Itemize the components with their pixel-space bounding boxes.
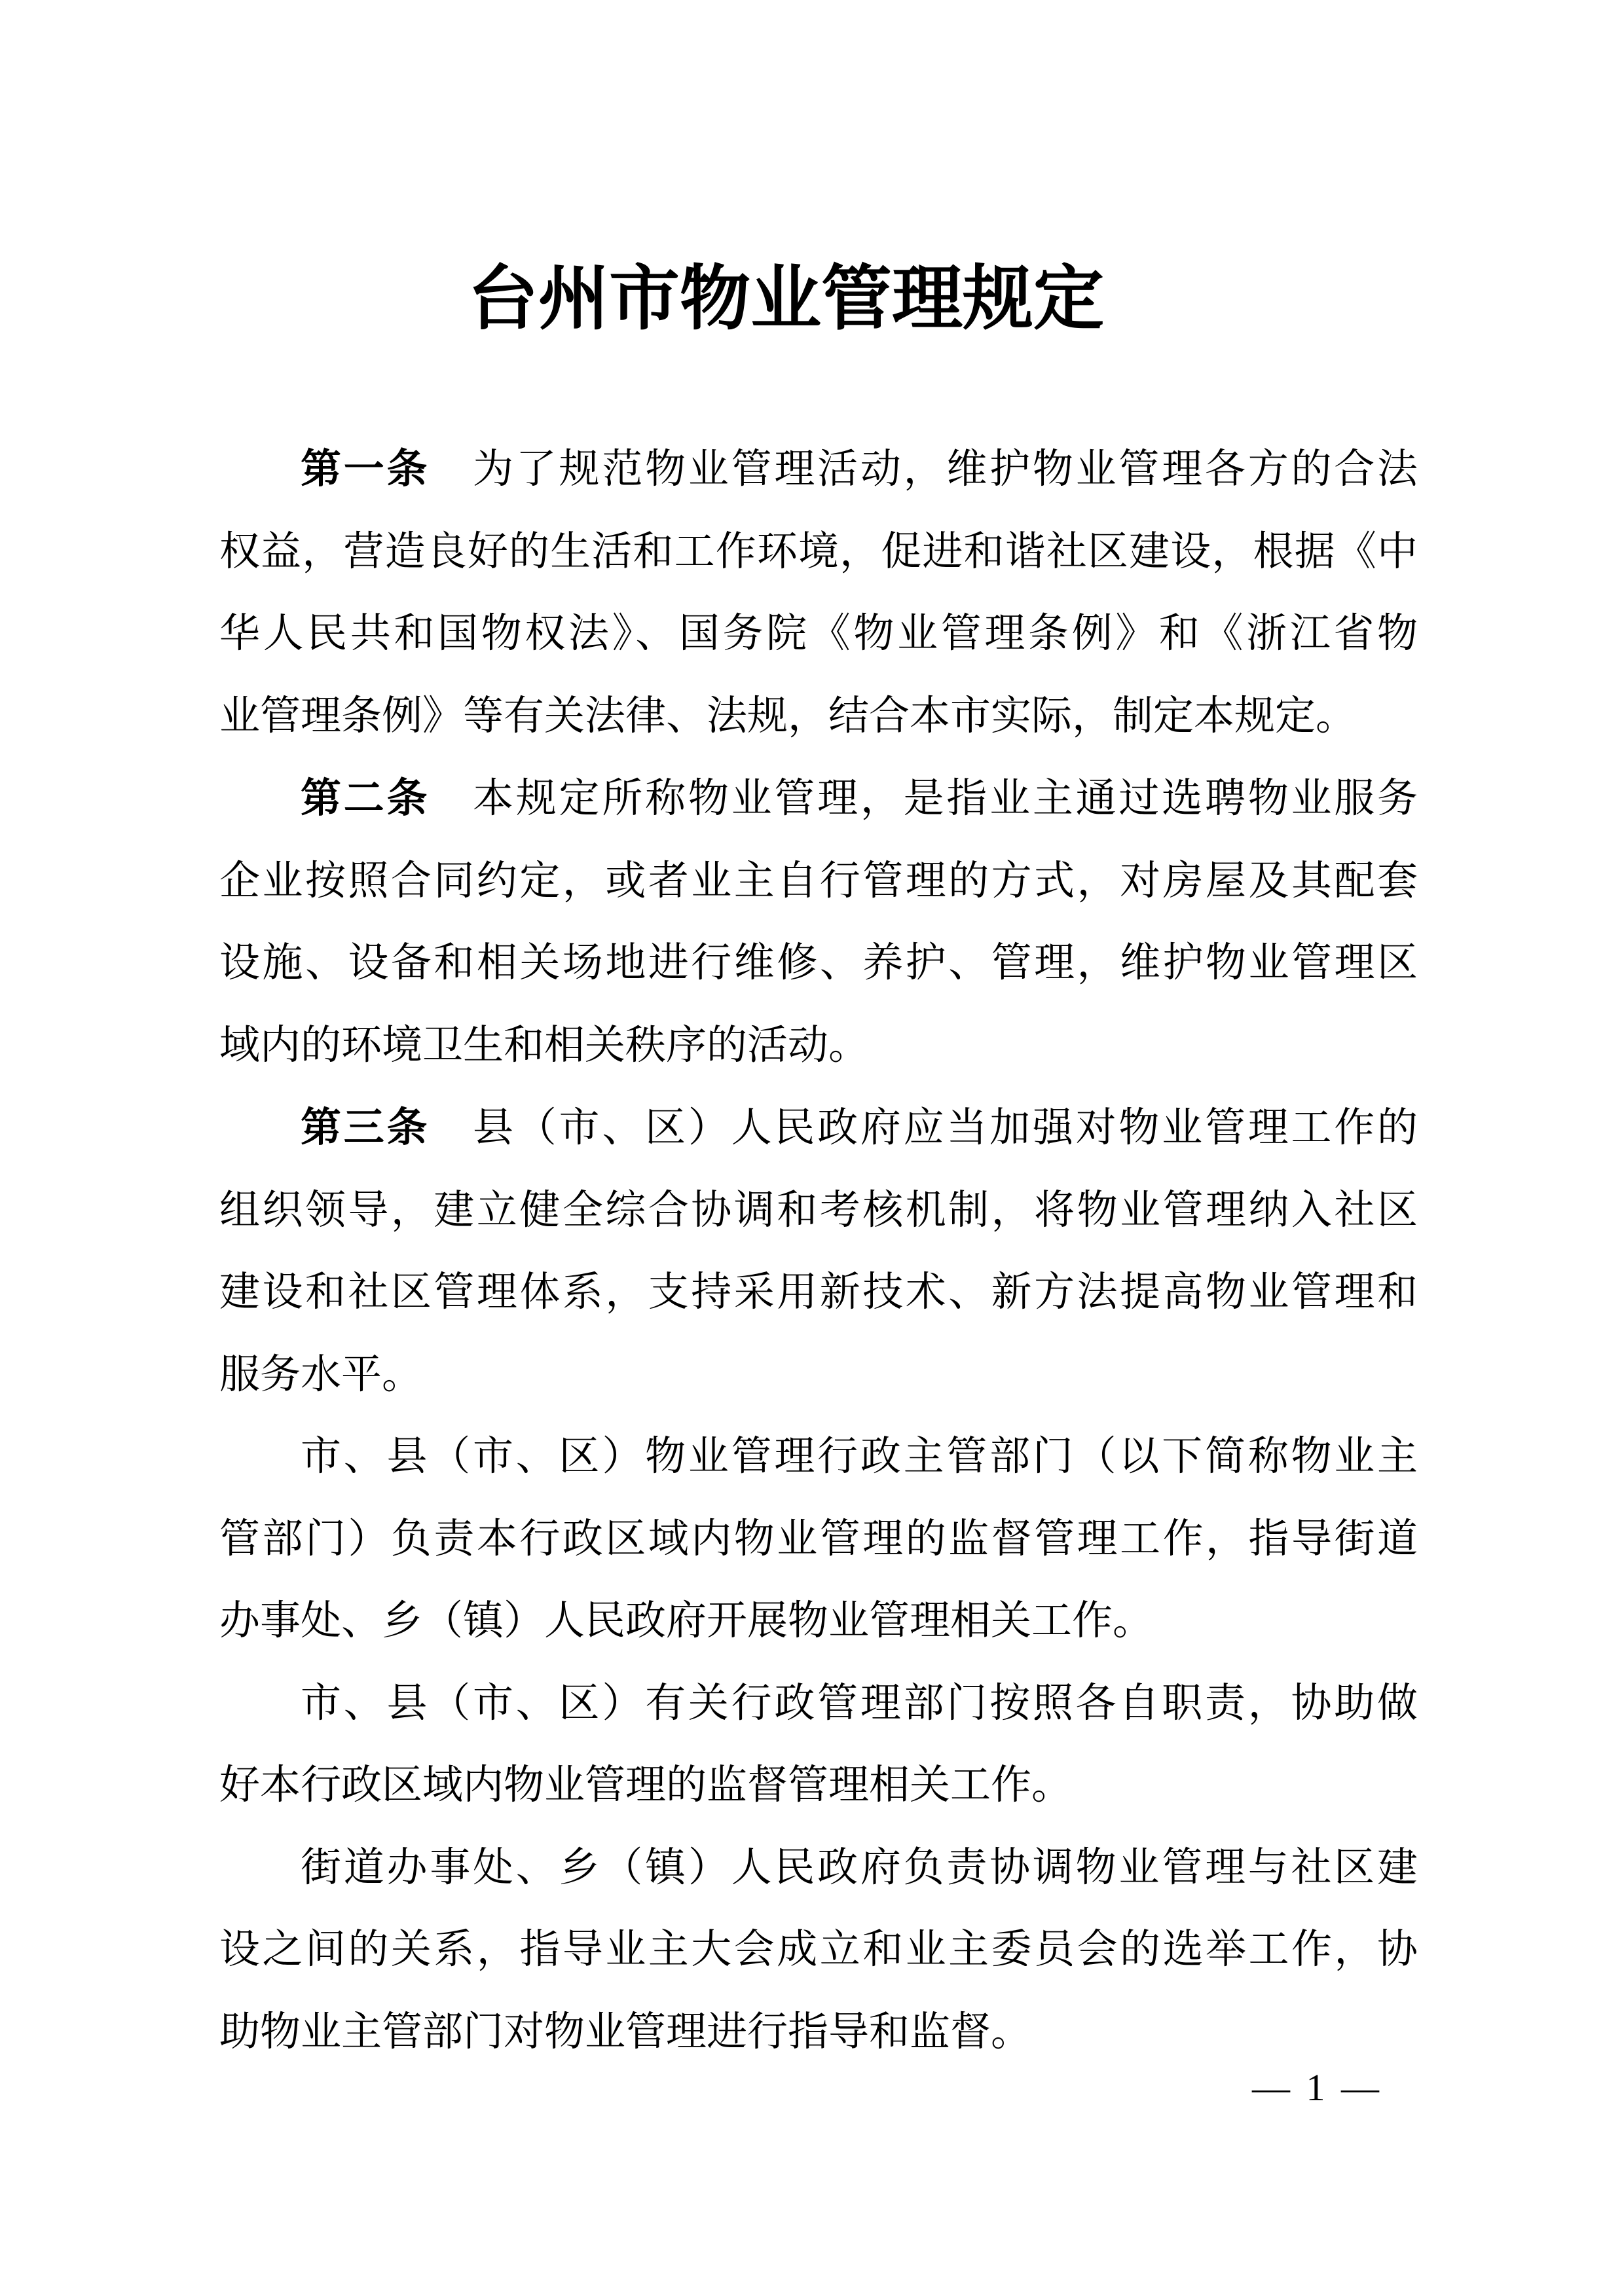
text-line: 市、县（市、区）物业管理行政主管部门（以下简称物业主 — [301, 1434, 1418, 1479]
text-line: 街道办事处、乡（镇）人民政府负责协调物业管理与社区建 — [301, 1845, 1418, 1890]
text-line — [219, 1087, 1418, 1170]
line-text: 为了规范物业管理活动，维护物业管理各方的合法 — [470, 447, 1418, 492]
paragraph-6 — [219, 1827, 1418, 2074]
text-line: 办事处、乡（镇）人民政府开展物业管理相关工作。 — [219, 1599, 1154, 1643]
text-line: 市、县（市、区）有关行政管理部门按照各自职责，协助做 — [301, 1681, 1418, 1726]
text-line: 域内的环境卫生和相关秩序的活动。 — [219, 1023, 870, 1068]
article-label: 第三条 — [301, 1105, 430, 1150]
text-line: 华人民共和国物权法》、国务院《物业管理条例》和《浙江省物 — [219, 611, 1418, 656]
text-line: 企业按照合同约定，或者业主自行管理的方式，对房屋及其配套 — [219, 858, 1418, 903]
line-text: 县（市、区）人民政府应当加强对物业管理工作的 — [470, 1106, 1418, 1150]
text-line — [219, 428, 1418, 511]
article-label: 第一条 — [301, 446, 430, 492]
text-line: 权益，营造良好的生活和工作环境，促进和谐社区建设，根据《中 — [219, 529, 1418, 574]
text-line: 好本行政区域内物业管理的监督管理相关工作。 — [219, 1763, 1073, 1808]
line-text: 本规定所称物业管理，是指业主通过选聘物业服务 — [470, 776, 1418, 821]
paragraph-5 — [219, 1663, 1418, 1827]
page-number: — 1 — — [1252, 2066, 1382, 2109]
text-line: 服务水平。 — [219, 1352, 423, 1397]
text-line: 设施、设备和相关场地进行维修、养护、管理，维护物业管理区 — [219, 941, 1418, 985]
paragraph-article-1 — [219, 428, 1418, 757]
text-line: 管部门）负责本行政区域内物业管理的监督管理工作，指导街道 — [219, 1516, 1418, 1561]
text-line: 组织领导，建立健全综合协调和考核机制，将物业管理纳入社区 — [219, 1188, 1418, 1233]
text-line: 建设和社区管理体系，支持采用新技术、新方法提高物业管理和 — [219, 1270, 1418, 1315]
text-line: 业管理条例》等有关法律、法规，结合本市实际，制定本规定。 — [219, 693, 1357, 738]
document-title: 台州市物业管理规定 — [467, 261, 1104, 338]
text-line — [219, 757, 1418, 841]
text-line: 助物业主管部门对物业管理进行指导和监督。 — [219, 2009, 1032, 2054]
paragraph-article-3 — [219, 1087, 1418, 1416]
document-body — [219, 428, 1418, 2073]
article-label: 第二条 — [301, 776, 430, 821]
paragraph-article-2 — [219, 757, 1418, 1087]
text-line: 设之间的关系，指导业主大会成立和业主委员会的选举工作，协 — [219, 1927, 1418, 1972]
paragraph-4 — [219, 1416, 1418, 1663]
